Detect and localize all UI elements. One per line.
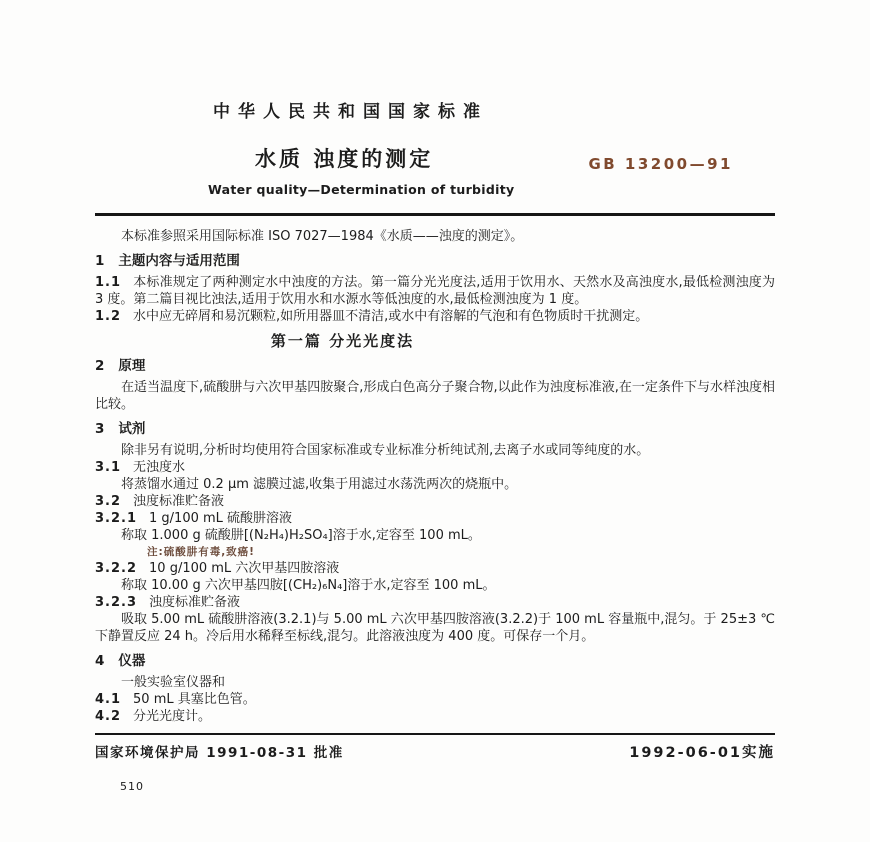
document-title-cn: 水质 浊度的测定 xyxy=(255,147,434,171)
paragraph xyxy=(95,577,775,594)
clause-number: 3.2.3 xyxy=(95,595,138,610)
clause-number: 3.1 xyxy=(95,460,122,475)
section-title: 原理 xyxy=(118,358,146,374)
section-title: 仪器 xyxy=(118,653,146,669)
page-number: 510 xyxy=(120,780,144,793)
warning-note xyxy=(95,544,775,560)
clause-text: 10 g/100 mL 六次甲基四胺溶液 xyxy=(149,561,340,576)
paragraph xyxy=(95,674,775,691)
section-heading xyxy=(95,358,775,375)
paragraph xyxy=(95,527,775,544)
clause-number: 1.1 xyxy=(95,275,122,290)
clause-number: 3.2.1 xyxy=(95,511,138,526)
section-title: 试剂 xyxy=(118,421,146,437)
approval-info: 国家环境保护局 1991-08-31 批准 xyxy=(95,745,344,761)
clause-paragraph xyxy=(95,594,775,611)
clause-number: 4.2 xyxy=(95,709,122,724)
paragraph xyxy=(95,379,775,413)
section-heading xyxy=(95,253,775,270)
clause-paragraph xyxy=(95,560,775,577)
clause-paragraph xyxy=(95,691,775,708)
paragraph xyxy=(95,228,775,245)
clause-paragraph xyxy=(95,459,775,476)
clause-number: 3.2 xyxy=(95,494,122,509)
title-row xyxy=(95,143,775,173)
implementation-info: 1992-06-01实施 xyxy=(629,745,775,761)
paragraph-text: 吸取 5.00 mL 硫酸肼溶液(3.2.1)与 5.00 mL 六次甲基四胺溶液(3.2.2)于 100 mL 容量瓶中,混匀。于 25±3 ℃ 下静置反应 24 h。冷后用水稀释至标线,混匀。此溶液浊度为 400 度。可保存一个月。 xyxy=(95,612,775,644)
clause-paragraph xyxy=(95,510,775,527)
clause-text: 分光光度计。 xyxy=(133,709,212,724)
clause-text: 无浊度水 xyxy=(133,460,186,475)
paragraph-text: 本标准参照采用国际标准 ISO 7027—1984《水质——浊度的测定》。 xyxy=(121,229,524,244)
paragraph xyxy=(95,476,775,493)
clause-number: 3.2.2 xyxy=(95,561,138,576)
warning-note-text: 注:硫酸肼有毒,致癌! xyxy=(147,546,255,558)
clause-text: 浊度标准贮备液 xyxy=(149,595,241,610)
clause-paragraph xyxy=(95,493,775,510)
section-heading xyxy=(95,421,775,438)
paragraph-text: 将蒸馏水通过 0.2 μm 滤膜过滤,收集于用滤过水荡洗两次的烧瓶中。 xyxy=(121,477,518,492)
part-heading-text: 第一篇 分光光度法 xyxy=(270,332,415,350)
header-divider xyxy=(95,213,775,216)
clause-paragraph xyxy=(95,308,775,325)
part-heading xyxy=(95,333,590,350)
clause-number: 1.2 xyxy=(95,309,122,324)
footer-row xyxy=(95,741,775,762)
section-number: 2 xyxy=(95,358,105,374)
clause-number: 4.1 xyxy=(95,692,122,707)
document-title-en: Water quality—Determination of turbidity xyxy=(208,182,515,197)
paragraph-text: 除非另有说明,分析时均使用符合国家标准或专业标准分析纯试剂,去离子水或同等纯度的水。 xyxy=(121,443,650,458)
clause-text: 浊度标准贮备液 xyxy=(133,494,225,509)
section-number: 1 xyxy=(95,253,105,269)
paragraph-text: 称取 1.000 g 硫酸肼[(N₂H₄)H₂SO₄]溶于水,定容至 100 mL。 xyxy=(121,528,481,543)
section-number: 4 xyxy=(95,653,105,669)
paragraph xyxy=(95,442,775,459)
clause-paragraph xyxy=(95,708,775,725)
section-number: 3 xyxy=(95,421,105,437)
national-standard-label: 中华人民共和国国家标准 xyxy=(213,102,488,122)
document-body xyxy=(95,228,775,725)
paragraph xyxy=(95,611,775,645)
paragraph-text: 称取 10.00 g 六次甲基四胺[(CH₂)₆N₄]溶于水,定容至 100 mL。 xyxy=(121,578,496,593)
clause-text: 1 g/100 mL 硫酸肼溶液 xyxy=(149,511,293,526)
clause-text: 水中应无碎屑和易沉颗粒,如所用器皿不清洁,或水中有溶解的气泡和有色物质时干扰测定。 xyxy=(133,309,649,324)
clause-paragraph xyxy=(95,274,775,308)
standard-code: GB 13200—91 xyxy=(588,155,733,173)
footer-divider xyxy=(95,733,775,735)
paragraph-text: 一般实验室仪器和 xyxy=(121,675,226,690)
clause-text: 本标准规定了两种测定水中浊度的方法。第一篇分光光度法,适用于饮用水、天然水及高浊度水,最低检测浊度为 3 度。第二篇目视比浊法,适用于饮用水和水源水等低浊度的水,最低检测浊度为 1 度。 xyxy=(95,275,775,307)
section-heading xyxy=(95,653,775,670)
clause-text: 50 mL 具塞比色管。 xyxy=(133,692,256,707)
paragraph-text: 在适当温度下,硫酸肼与六次甲基四胺聚合,形成白色高分子聚合物,以此作为浊度标准液,在一定条件下与水样浊度相比较。 xyxy=(95,380,775,412)
section-title: 主题内容与适用范围 xyxy=(118,253,240,269)
